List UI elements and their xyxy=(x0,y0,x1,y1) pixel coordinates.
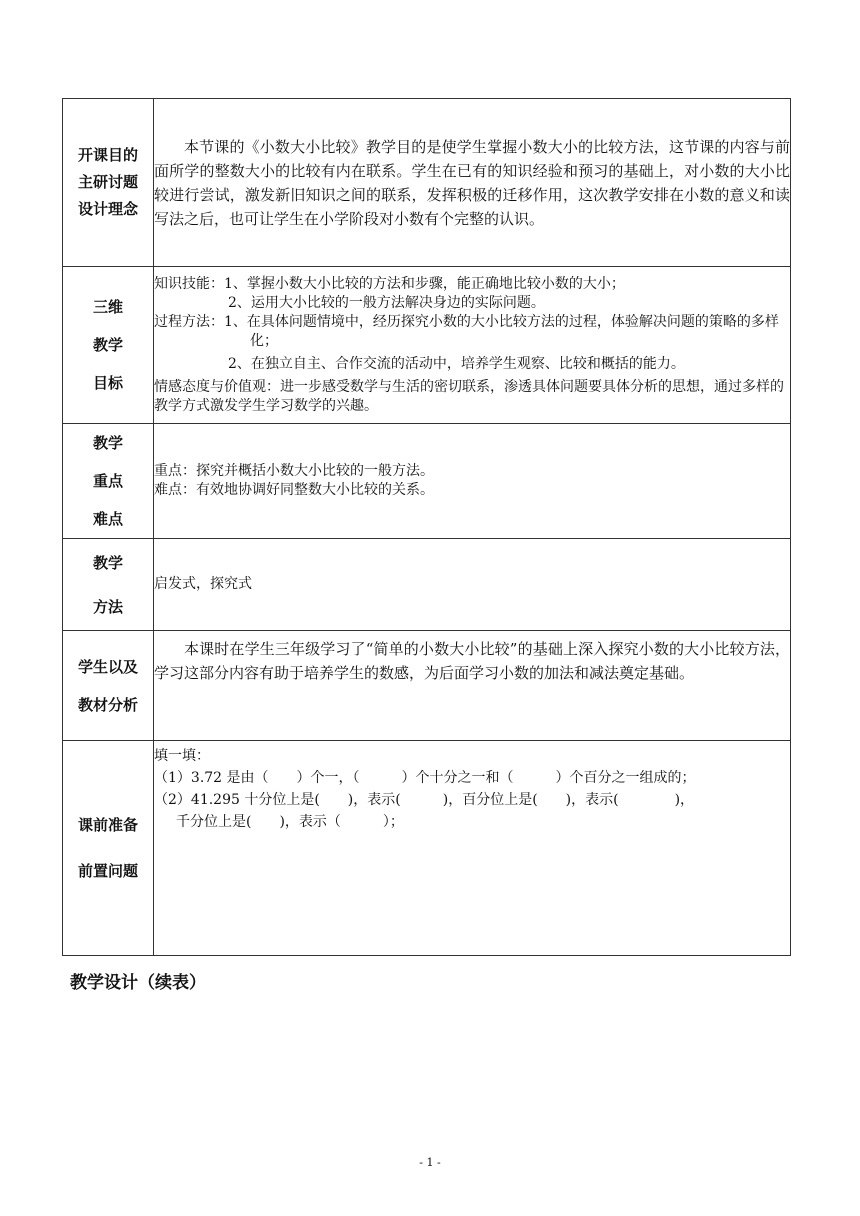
keypoints-label-2: 重点 xyxy=(92,472,123,490)
keypoints-content xyxy=(154,424,791,539)
analysis-label xyxy=(63,631,154,741)
keypoints-difficulty: 难点：有效地协调好同整数大小比较的关系。 xyxy=(154,482,434,498)
goals-knowledge-1: 知识技能：1、掌握小数大小比较的方法和步骤，能正确地比较小数的大小； xyxy=(154,275,625,292)
method-label xyxy=(63,539,154,631)
row-analysis xyxy=(63,631,791,741)
preview-content xyxy=(154,741,791,956)
goals-process-2: 2、在独立自主、合作交流的活动中，培养学生观察、比较和概括的能力。 xyxy=(228,355,685,372)
purpose-label xyxy=(63,99,154,267)
purpose-content xyxy=(154,99,791,267)
keypoints-label-3: 难点 xyxy=(92,510,123,528)
purpose-text: 本节课的《小数大小比较》教学目的是使学生掌握小数大小的比较方法，这节课的内容与前面所学的整数大小的比较有内在联系。学生在已有的知识经验和预习的基础上，对小数的大小比较进行尝试，激发新旧知识之间的联系，发挥积极的迁移作用，这次教学安排在小数的意义和读写法之后，也可让学生在小学阶段对小数有个完整的认识。 xyxy=(154,137,790,228)
keypoints-key: 重点：探究并概括小数大小比较的一般方法。 xyxy=(154,463,434,479)
analysis-label-1: 学生以及 xyxy=(77,657,138,676)
method-label-2: 方法 xyxy=(92,597,123,616)
keypoints-label-1: 教学 xyxy=(92,434,123,452)
lesson-plan-table xyxy=(62,98,791,956)
row-preview xyxy=(63,741,791,956)
analysis-label-2: 教材分析 xyxy=(77,695,138,714)
row-keypoints xyxy=(63,424,791,539)
goals-label-1: 三维 xyxy=(92,298,123,316)
preview-label-1: 课前准备 xyxy=(77,816,138,834)
preview-q1: （1）3.72 是由（ ）个一，（ ）个十分之一和（ ）个百分之一组成的； xyxy=(154,770,696,786)
row-goals xyxy=(63,267,791,424)
page-number: - 1 - xyxy=(419,1156,441,1169)
goals-content xyxy=(154,267,791,424)
preview-q2a: （2）41.295 十分位上是( )，表示( )，百分位上是( )，表示( )， xyxy=(154,792,695,808)
row-method xyxy=(63,539,791,631)
keypoints-label xyxy=(63,424,154,539)
analysis-content xyxy=(154,631,791,741)
goals-label-3: 目标 xyxy=(92,374,123,392)
row-purpose xyxy=(63,99,791,267)
preview-intro: 填一填： xyxy=(154,748,210,764)
goals-label-2: 教学 xyxy=(92,336,123,354)
method-label-1: 教学 xyxy=(92,553,123,572)
goals-process-1: 过程方法：1、在具体问题情境中，经历探究小数的大小比较方法的过程，体验解决问题的策略的多样化； xyxy=(154,313,779,349)
analysis-text: 本课时在学生三年级学习了“简单的小数大小比较”的基础上深入探究小数的大小比较方法，学习这部分内容有助于培养学生的数感，为后面学习小数的加法和减法奠定基础。 xyxy=(154,640,790,682)
preview-label-2: 前置问题 xyxy=(77,862,138,880)
goals-emotion: 情感态度与价值观：进一步感受数学与生活的密切联系，渗透具体问题要具体分析的思想，通过多样的教学方式激发学生学习数学的兴趣。 xyxy=(154,378,784,414)
preview-q2b: 千分位上是( )，表示（ ）； xyxy=(176,814,404,830)
preview-label xyxy=(63,741,154,956)
purpose-label-text: 开课目的主研讨题设计理念 xyxy=(77,146,138,218)
continued-table-title: 教学设计（续表） xyxy=(70,973,206,993)
method-content xyxy=(154,539,791,631)
goals-label xyxy=(63,267,154,424)
goals-knowledge-2: 2、运用大小比较的一般方法解决身边的实际问题。 xyxy=(228,294,545,311)
method-text: 启发式，探究式 xyxy=(154,576,252,592)
